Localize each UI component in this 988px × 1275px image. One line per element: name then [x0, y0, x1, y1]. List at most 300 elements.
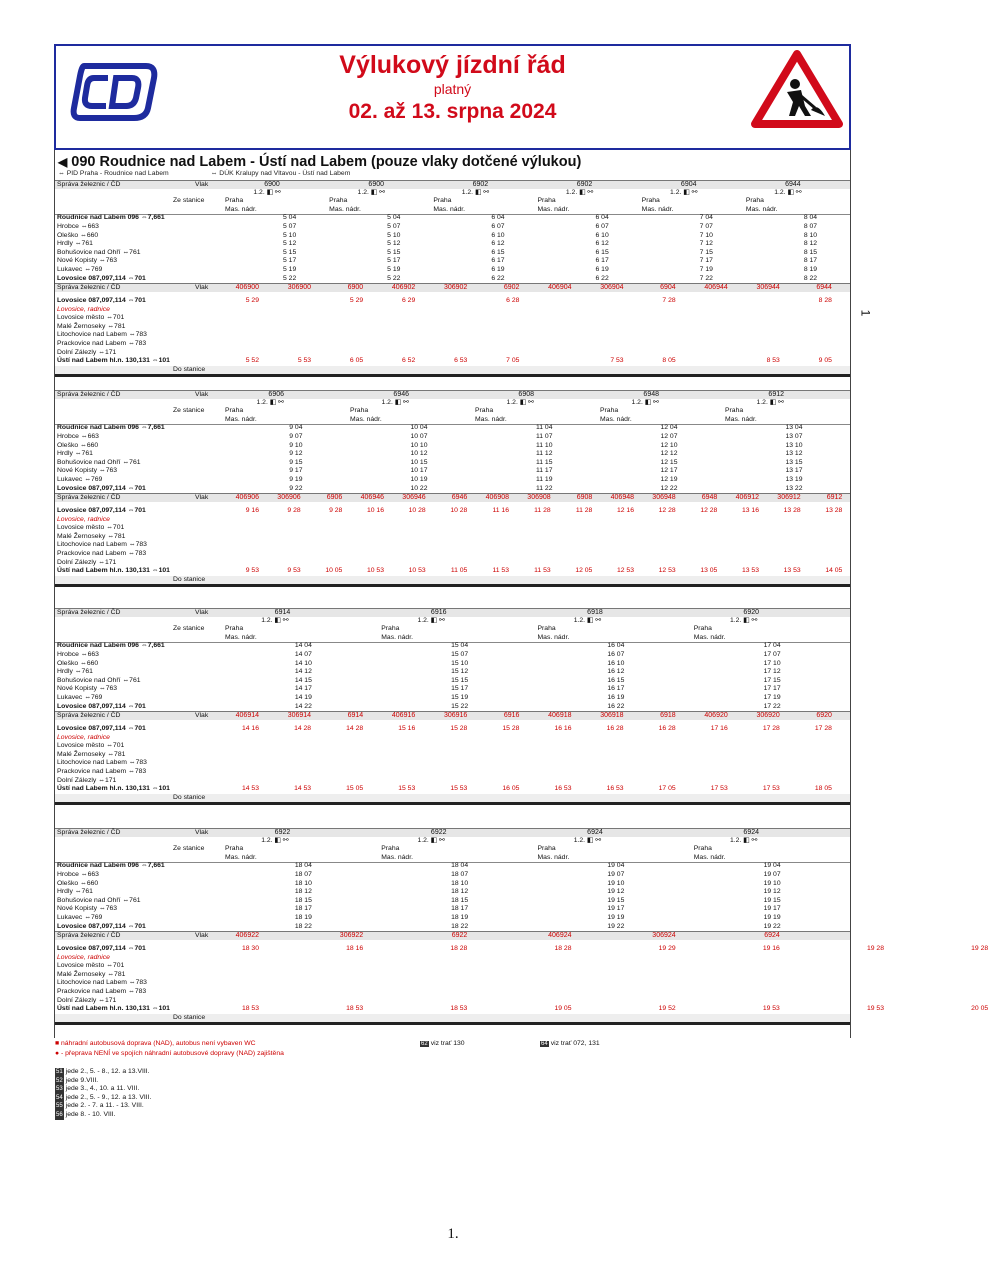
time-b: 15 16	[398, 724, 416, 732]
header-row	[55, 828, 850, 837]
class-label: 1.2. ◧ ⚯	[261, 836, 289, 844]
note-text: jede 2., 5. - 8., 12. a 13.VIII.	[65, 1068, 150, 1075]
departure-time: 9 15	[289, 458, 303, 466]
ze-stanice-label: Ze stanice	[173, 197, 205, 205]
train-number: 6924	[743, 829, 759, 836]
train-number: 6908	[518, 391, 534, 398]
sprava-label: Správa železnic / ČD	[57, 284, 121, 292]
departure-time: 18 10	[294, 879, 312, 887]
do-stanice-row	[55, 1014, 850, 1023]
vlak-label: Vlak	[195, 284, 209, 292]
departure-time: 19 12	[763, 888, 781, 896]
line-legend: ⇔ PID Praha - Roudnice nad Labem ⇔ DÚK Kralupy nad Vltavou - Ústí nad Labem	[58, 170, 351, 177]
departure-time: 6 19	[491, 266, 505, 273]
departure-time: 18 15	[294, 896, 312, 904]
departure-time: 7 17	[699, 257, 713, 265]
departure-time: 6 22	[595, 274, 609, 282]
origin-praha: Praha	[225, 197, 244, 205]
train-number-b: 306912	[777, 494, 801, 502]
departure-time: 19 04	[607, 862, 625, 870]
station-name: Lovosice město ⇔701	[57, 524, 125, 532]
time-b: 7 53	[610, 357, 624, 365]
origin-praha: Praha	[537, 845, 556, 853]
departure-time: 6 07	[491, 223, 505, 230]
note-text: jede 2., 5. - 9., 12. a 13. VIII.	[65, 1093, 152, 1101]
departure-time: 10 10	[410, 441, 428, 449]
ze-stanice-label: Ze stanice	[173, 625, 205, 633]
time-b: 10 53	[366, 567, 384, 575]
origin-mas-nadr: Mas. nádr.	[600, 415, 632, 423]
station-name: Litochovice nad Labem ⇔783	[57, 759, 147, 767]
mas-row	[55, 634, 850, 643]
departure-time: 19 22	[607, 922, 625, 930]
station-row	[55, 651, 850, 660]
departure-time: 15 22	[451, 702, 469, 710]
departure-time: 13 15	[785, 458, 803, 466]
station-row	[55, 660, 850, 669]
station-name: Ústí nad Labem hl.n. 130,131 ⇔101	[57, 567, 170, 575]
station-row-b	[55, 340, 850, 349]
time-b: 18 28	[450, 944, 468, 952]
origin-mas-nadr: Mas. nádr.	[225, 415, 257, 423]
note-badge: 56	[56, 1111, 63, 1118]
time-b: 11 05	[450, 567, 468, 575]
train-number: 6902	[472, 181, 489, 188]
train-number-b: 6946	[451, 494, 468, 502]
ze-stanice-label: Ze stanice	[173, 407, 205, 415]
time-b: 7 05	[506, 357, 520, 365]
departure-time: 18 22	[294, 922, 312, 930]
time-b: 12 16	[616, 506, 634, 514]
departure-time: 8 12	[803, 240, 818, 248]
time-b: 20 05	[971, 1005, 988, 1013]
do-stanice-row	[55, 366, 850, 375]
station-row	[55, 905, 850, 914]
departure-time: 16 22	[607, 702, 625, 710]
time-b: 19 53	[866, 1005, 884, 1013]
time-b: 17 16	[710, 724, 728, 732]
departure-time: 15 10	[451, 659, 469, 667]
station-name: Prackovice nad Labem ⇔783	[57, 767, 147, 775]
ze-stanice-row	[55, 407, 850, 416]
station-name: Lovosice město ⇔701	[57, 742, 125, 750]
timetable-header	[54, 44, 851, 150]
origin-mas-nadr: Mas. nádr.	[537, 205, 570, 213]
station-name: Lovosice 087,097,114 ⇔701	[57, 274, 146, 282]
station-row-b	[55, 1005, 988, 1014]
origin-praha: Praha	[745, 197, 764, 205]
time-b: 8 53	[766, 357, 780, 365]
station-name: Dolní Zálezly ⇔171	[57, 996, 117, 1004]
station-row-b	[55, 349, 850, 358]
station-row-b	[55, 725, 850, 734]
station-name: Roudnice nad Labem 096 ⇔7,661	[57, 424, 165, 432]
time-b: 9 05	[818, 357, 832, 365]
vlak-label: Vlak	[195, 932, 209, 940]
time-b: 19 29	[658, 944, 676, 952]
station-name: Lovosice město ⇔701	[57, 962, 125, 970]
time-b: 10 16	[366, 506, 384, 514]
departure-time: 9 22	[289, 484, 303, 492]
train-number-b: 406948	[610, 494, 634, 502]
title: Výlukový jízdní řád	[339, 51, 566, 79]
departure-time: 6 15	[491, 248, 505, 256]
departure-time: 17 07	[763, 651, 781, 658]
origin-mas-nadr: Mas. nádr.	[329, 205, 361, 213]
departure-time: 13 12	[785, 450, 803, 458]
time-b: 15 05	[346, 785, 364, 793]
time-b: 14 53	[294, 785, 312, 793]
departure-time: 9 04	[289, 424, 303, 432]
train-number-b: 306948	[652, 494, 676, 502]
time-b: 13 53	[741, 567, 759, 575]
origin-praha: Praha	[475, 407, 494, 415]
departure-time: 15 07	[451, 651, 469, 658]
time-b: 18 53	[346, 1005, 364, 1013]
station-name: Lovosice 087,097,114 ⇔701	[57, 484, 146, 492]
departure-time: 5 19	[283, 266, 297, 273]
class-label: 1.2. ◧ ⚯	[461, 188, 489, 196]
departure-time: 15 17	[451, 685, 469, 693]
station-name: Hrobce ⇔663	[57, 433, 99, 440]
departure-time: 12 15	[660, 458, 678, 466]
departure-time: 18 15	[451, 896, 469, 904]
class-label: 1.2. ◧ ⚯	[573, 836, 601, 844]
train-number-b: 306906	[277, 494, 301, 502]
time-b: 12 05	[575, 567, 593, 575]
station-row	[55, 923, 850, 932]
origin-praha: Praha	[725, 407, 744, 415]
station-name: Lukavec ⇔769	[57, 476, 103, 483]
train-number-b: 6908	[576, 494, 593, 502]
header-row	[55, 180, 850, 189]
train-number-b: 306922	[339, 932, 364, 940]
departure-time: 12 17	[660, 467, 678, 475]
header-row-b	[55, 283, 850, 292]
time-b: 11 28	[575, 506, 593, 514]
time-b: 10 53	[408, 567, 426, 575]
departure-time: 6 12	[491, 240, 505, 248]
header-row-b	[55, 493, 850, 502]
origin-mas-nadr: Mas. nádr.	[225, 853, 257, 861]
train-number-b: 306924	[652, 932, 676, 940]
station-row-b	[55, 297, 850, 306]
departure-time: 12 22	[660, 484, 678, 492]
origin-mas-nadr: Mas. nádr.	[641, 205, 674, 213]
station-row-b	[55, 323, 850, 332]
time-b: 12 28	[700, 506, 718, 514]
time-b: 18 53	[241, 1005, 259, 1013]
train-number: 6922	[430, 829, 447, 836]
train-number-b: 406918	[548, 712, 572, 720]
departure-time: 8 15	[803, 248, 818, 256]
departure-time: 18 12	[451, 888, 469, 896]
note-text: jede 9.VIII.	[65, 1076, 99, 1084]
departure-time: 10 04	[410, 424, 428, 432]
roadwork-warning-icon	[751, 50, 843, 128]
departure-time: 19 12	[607, 888, 625, 896]
time-b: 12 53	[616, 567, 634, 575]
departure-time: 16 19	[607, 694, 625, 701]
train-number: 6914	[274, 609, 291, 616]
station-row	[55, 214, 850, 223]
origin-praha: Praha	[641, 197, 660, 205]
station-row	[55, 642, 850, 651]
departure-time: 9 12	[289, 450, 303, 458]
vlak-label: Vlak	[195, 494, 209, 502]
departure-time: 9 07	[289, 433, 303, 440]
station-row	[55, 266, 850, 275]
train-number-b: 306916	[443, 712, 468, 720]
departure-time: 7 15	[699, 248, 713, 256]
vlak-label: Vlak	[195, 712, 209, 720]
note-badge: 52	[56, 1077, 63, 1084]
station-row	[55, 677, 850, 686]
train-number-b: 406920	[704, 712, 728, 720]
station-name: Bohušovice nad Ohří ⇔761	[57, 458, 141, 466]
station-name: Nové Kopisty ⇔763	[57, 467, 118, 475]
ze-stanice-row	[55, 197, 850, 206]
station-name: Prackovice nad Labem ⇔783	[57, 987, 147, 995]
sprava-label: Správa železnic / ČD	[57, 609, 121, 616]
vlak-label: Vlak	[195, 181, 209, 188]
station-row	[55, 668, 850, 677]
station-row-b	[55, 962, 850, 971]
departure-time: 15 04	[451, 642, 469, 650]
departure-time: 5 04	[387, 214, 401, 222]
departure-time: 10 22	[410, 484, 428, 492]
station-name: Prackovice nad Labem ⇔783	[57, 339, 147, 347]
origin-praha: Praha	[381, 845, 400, 853]
time-b: 10 28	[408, 506, 426, 514]
side-page-number: 1	[858, 309, 873, 317]
time-b: 9 53	[245, 567, 259, 575]
line-icon: ◀	[58, 155, 68, 169]
subtitle: platný	[433, 81, 472, 97]
origin-mas-nadr: Mas. nádr.	[475, 415, 507, 423]
station-name: Hrobce ⇔663	[57, 651, 99, 658]
departure-time: 6 04	[595, 214, 609, 222]
departure-time: 14 19	[294, 694, 312, 701]
departure-time: 19 22	[763, 922, 781, 930]
train-number-b: 6918	[660, 712, 676, 720]
station-name: Lovosice 087,097,114 ⇔701	[57, 506, 146, 514]
train-number-b: 6916	[503, 712, 520, 720]
departure-time: 17 04	[763, 642, 781, 650]
departure-time: 7 10	[699, 231, 713, 239]
time-b: 12 28	[658, 506, 676, 514]
departure-time: 14 15	[294, 676, 312, 684]
note-text: jede 8. - 10. VIII.	[65, 1110, 116, 1118]
time-b: 19 05	[554, 1005, 572, 1013]
time-b: 9 28	[287, 506, 301, 514]
origin-mas-nadr: Mas. nádr.	[225, 205, 257, 213]
class-label: 1.2. ◧ ⚯	[506, 398, 534, 406]
station-name: Nové Kopisty ⇔763	[57, 685, 118, 693]
station-name: Oleško ⇔660	[57, 231, 99, 239]
do-stanice-label: Do stanice	[173, 575, 206, 583]
departure-time: 11 19	[535, 476, 553, 483]
station-row-b	[55, 357, 850, 366]
departure-time: 7 22	[699, 274, 713, 282]
note-line	[55, 1077, 151, 1086]
station-row	[55, 467, 850, 476]
note-line	[55, 1085, 151, 1094]
time-b: 11 16	[492, 506, 509, 514]
origin-praha: Praha	[600, 407, 619, 415]
station-row	[55, 888, 850, 897]
ze-stanice-row	[55, 625, 850, 634]
origin-mas-nadr: Mas. nádr.	[381, 853, 413, 861]
time-b: 13 16	[741, 506, 759, 514]
departure-time: 11 12	[535, 450, 553, 458]
departure-time: 10 17	[410, 467, 428, 475]
station-name: Hrdly ⇔761	[57, 240, 93, 248]
class-label: 1.2. ◧ ⚯	[670, 188, 698, 196]
time-b: 16 28	[606, 724, 624, 732]
departure-time: 5 17	[387, 257, 401, 265]
departure-time: 10 19	[410, 476, 428, 483]
station-row-b	[55, 954, 850, 963]
origin-mas-nadr: Mas. nádr.	[225, 633, 257, 641]
station-name: Lovosice 087,097,114 ⇔701	[57, 944, 146, 952]
departure-time: 12 19	[660, 476, 678, 483]
departure-time: 5 15	[387, 248, 401, 256]
time-b: 6 05	[349, 357, 364, 365]
departure-time: 18 04	[294, 862, 312, 870]
station-row	[55, 223, 850, 232]
time-b: 9 53	[287, 567, 301, 575]
station-row	[55, 450, 850, 459]
train-number-b: 406902	[391, 284, 416, 292]
time-b: 5 53	[297, 357, 312, 365]
note-badge: 55	[56, 1103, 63, 1110]
vlak-label: Vlak	[195, 609, 209, 616]
origin-mas-nadr: Mas. nádr.	[693, 853, 726, 861]
departure-time: 18 19	[451, 914, 469, 921]
departure-time: 5 17	[283, 257, 297, 265]
departure-time: 6 17	[491, 257, 505, 265]
time-b: 13 28	[825, 506, 843, 514]
departure-time: 19 04	[763, 862, 781, 870]
time-b: 17 05	[658, 785, 676, 793]
page-number: 1.	[447, 1226, 459, 1242]
departure-time: 17 12	[763, 668, 781, 676]
mas-row	[55, 854, 850, 863]
time-b: 12 53	[658, 567, 676, 575]
train-number: 6900	[264, 181, 280, 188]
station-name: Bohušovice nad Ohří ⇔761	[57, 896, 141, 904]
vlak-label: Vlak	[195, 391, 209, 398]
time-b: 15 53	[450, 785, 468, 793]
time-b: 17 28	[762, 724, 780, 732]
departure-time: 17 22	[763, 702, 781, 710]
time-b: 17 53	[762, 785, 780, 793]
station-row-b	[55, 524, 850, 533]
time-b: 14 28	[294, 724, 312, 732]
departure-time: 18 12	[294, 888, 312, 896]
class-label: 1.2. ◧ ⚯	[417, 836, 445, 844]
header-row-b	[55, 931, 850, 940]
origin-praha: Praha	[350, 407, 369, 415]
departure-time: 12 07	[660, 433, 678, 440]
class-label: 1.2. ◧ ⚯	[729, 616, 758, 624]
class-label: 1.2. ◧ ⚯	[381, 398, 409, 406]
train-number: 6920	[743, 609, 759, 616]
station-name: Lukavec ⇔769	[57, 694, 103, 701]
departure-time: 17 15	[763, 676, 781, 684]
vlak-label: Vlak	[195, 829, 209, 836]
station-row-b	[55, 751, 850, 760]
departure-time: 16 17	[607, 685, 625, 693]
class-label: 1.2. ◧ ⚯	[774, 188, 802, 196]
departure-time: 19 17	[763, 905, 781, 913]
departure-time: 15 12	[451, 668, 469, 676]
class-label: 1.2. ◧ ⚯	[565, 188, 594, 196]
station-name: Nové Kopisty ⇔763	[57, 257, 118, 265]
station-row	[55, 703, 850, 712]
train-number-b: 306946	[402, 494, 426, 502]
train-number-b: 306902	[443, 284, 468, 292]
train-number: 6944	[785, 181, 801, 188]
departure-time: 6 19	[595, 266, 609, 273]
train-number: 6948	[643, 391, 659, 398]
train-number-b: 6902	[503, 284, 520, 292]
departure-time: 16 12	[607, 668, 625, 676]
station-name: Hrdly ⇔761	[57, 450, 93, 458]
station-name: Dolní Zálezly ⇔171	[57, 558, 117, 566]
class-label: 1.2. ◧ ⚯	[631, 398, 659, 406]
departure-time: 19 19	[607, 914, 625, 921]
train-number-b: 6920	[816, 712, 832, 720]
origin-mas-nadr: Mas. nádr.	[537, 633, 570, 641]
station-name: Dolní Zálezly ⇔171	[57, 348, 117, 356]
departure-time: 15 15	[451, 676, 469, 684]
note-badge: 51	[56, 1069, 63, 1075]
origin-praha: Praha	[693, 625, 712, 633]
departure-time: 19 10	[763, 879, 781, 887]
station-row-b	[55, 314, 850, 323]
train-number-b: 406906	[235, 494, 259, 502]
time-b: 6 52	[402, 357, 416, 365]
train-number-b: 6924	[764, 932, 780, 940]
departure-time: 7 04	[699, 214, 713, 222]
departure-time: 18 17	[294, 905, 312, 913]
header-row-b	[55, 711, 850, 720]
origin-praha: Praha	[225, 845, 244, 853]
train-number-b: 406904	[548, 284, 572, 292]
train-number-b: 306900	[287, 284, 312, 292]
class-label: 1.2. ◧ ⚯	[261, 616, 289, 624]
departure-time: 16 15	[607, 676, 625, 684]
time-b: 9 28	[329, 506, 343, 514]
station-row	[55, 424, 850, 433]
departure-time: 15 19	[451, 694, 469, 701]
train-number-b: 406946	[360, 494, 384, 502]
train-number-b: 306920	[756, 712, 780, 720]
station-name: Litochovice nad Labem ⇔783	[57, 979, 147, 987]
departure-time: 13 07	[785, 433, 803, 440]
station-row	[55, 871, 850, 880]
time-b: 19 52	[658, 1005, 676, 1013]
header-row	[55, 608, 850, 617]
time-b: 16 53	[554, 785, 572, 793]
footnote-nad: ■ náhradní autobusová doprava (NAD), autobus není vybaven WC	[55, 1040, 256, 1047]
departure-time: 5 10	[283, 231, 297, 239]
station-row-b	[55, 785, 850, 794]
sprava-label: Správa železnic / ČD	[57, 932, 121, 940]
departure-time: 16 04	[607, 642, 625, 650]
